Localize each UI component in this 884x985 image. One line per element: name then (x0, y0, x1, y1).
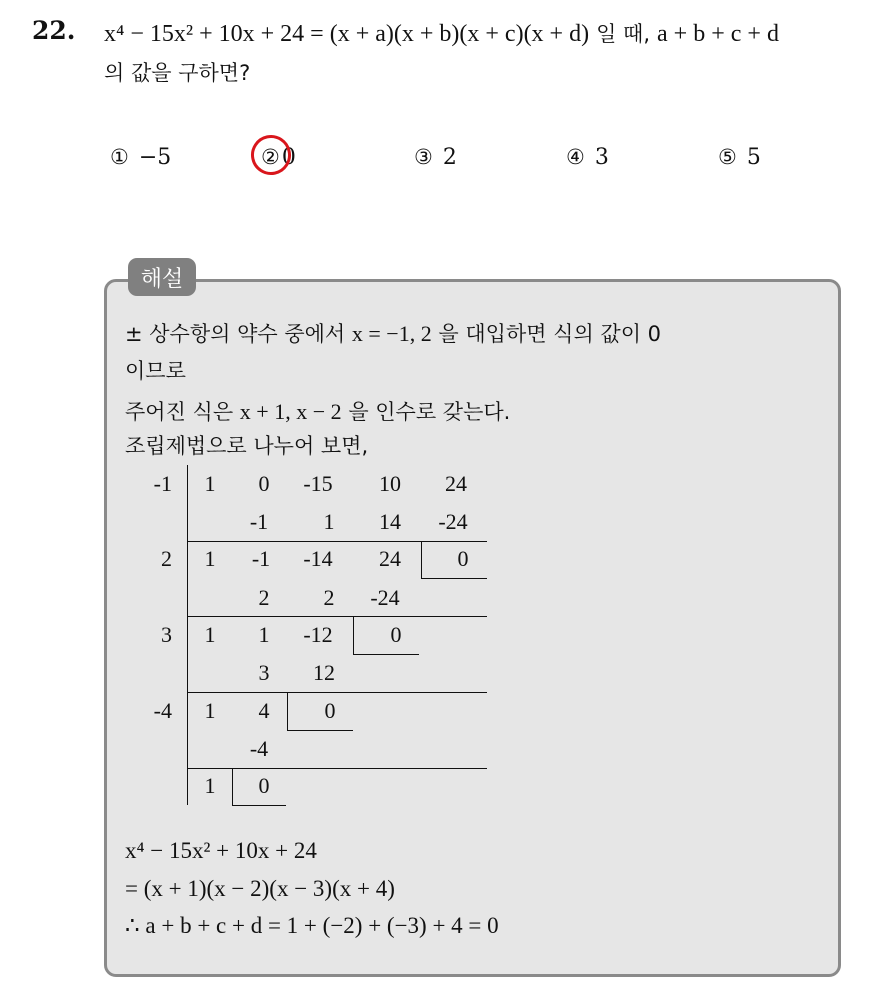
remainder-cell: 0 (324, 698, 336, 723)
table-cell: -1 (249, 509, 269, 534)
solution-line-1 (125, 318, 661, 348)
table-cell: 24 (379, 546, 401, 571)
question-text-2: 의 값을 구하면? (104, 61, 251, 85)
remainder-box-bottom (421, 578, 487, 579)
choice-1-value: −5 (138, 145, 172, 170)
solution-line-4 (125, 430, 368, 460)
table-cell: 24 (445, 471, 467, 496)
divisor-2: 2 (161, 546, 172, 571)
table-rule (187, 541, 487, 542)
solution-line-2 (125, 355, 186, 385)
remainder-box-side (287, 692, 288, 730)
remainder-box-side (421, 541, 422, 578)
divisor-1: -1 (153, 471, 172, 496)
table-vertical-rule (187, 465, 188, 805)
remainder-box-bottom (232, 805, 286, 806)
answer-expression: ∴ a + b + c + d = 1 + (−2) + (−3) + 4 = 0 (125, 913, 499, 938)
choice-1-mark: ① (110, 145, 129, 169)
table-cell: 3 (258, 660, 270, 685)
table-cell: -24 (370, 585, 400, 610)
table-cell: -15 (303, 471, 333, 496)
remainder-cell: 0 (258, 773, 270, 798)
solution-math-1: x = −1, 2 (351, 321, 432, 346)
table-cell: -4 (249, 736, 269, 761)
choice-4[interactable] (566, 145, 609, 170)
table-cell: 1 (204, 622, 216, 647)
table-cell: 1 (258, 622, 270, 647)
question-text-1: 일 때, (596, 22, 651, 46)
solution-math-3: x + 1, x − 2 (239, 399, 342, 424)
remainder-box-side (232, 768, 233, 805)
solution-text-3a: 주어진 식은 (125, 400, 234, 424)
table-cell: -1 (251, 546, 271, 571)
divisor-4: -4 (153, 698, 172, 723)
choice-3-mark: ③ (414, 145, 433, 169)
solution-line-3 (125, 396, 510, 426)
question-equation: x⁴ − 15x² + 10x + 24 = (x + a)(x + b)(x + c)(x + d) (104, 21, 590, 47)
table-cell: 1 (204, 471, 216, 496)
choice-5-mark: ⑤ (718, 145, 737, 169)
remainder-cell: 0 (457, 546, 469, 571)
choice-5[interactable] (718, 145, 761, 170)
table-cell: -14 (303, 546, 333, 571)
question-line-2 (104, 57, 250, 87)
choice-4-value: 3 (594, 145, 609, 170)
question-line-1 (104, 18, 779, 48)
table-cell: 2 (258, 585, 270, 610)
remainder-box-bottom (287, 730, 353, 731)
table-cell: 1 (204, 698, 216, 723)
factored-expression: = (x + 1)(x − 2)(x − 3)(x + 4) (125, 876, 395, 901)
choice-5-value: 5 (746, 145, 761, 170)
solution-text-4: 조립제법으로 나누어 보면, (125, 434, 369, 458)
divisor-3: 3 (161, 622, 172, 647)
table-cell: 1 (204, 773, 216, 798)
selected-answer-circle (247, 131, 294, 178)
choice-2-mark: ② (261, 145, 280, 169)
choice-3[interactable] (414, 145, 457, 170)
table-rule (187, 616, 487, 617)
choice-4-mark: ④ (566, 145, 585, 169)
question-sum-expression: a + b + c + d (657, 21, 779, 47)
solution-text-3c: 을 인수로 갖는다. (348, 400, 511, 424)
table-cell: 14 (379, 509, 401, 534)
choice-3-value: 2 (442, 145, 457, 170)
table-cell: 1 (204, 546, 216, 571)
table-cell: -12 (303, 622, 333, 647)
final-expression: x⁴ − 15x² + 10x + 24 (125, 838, 317, 863)
table-cell: 10 (379, 471, 401, 496)
table-cell: 4 (258, 698, 270, 723)
table-cell: 2 (323, 585, 335, 610)
solution-text-1c: 을 대입하면 식의 값이 0 (438, 322, 662, 346)
table-cell: 1 (323, 509, 335, 534)
solution-text-1a: ± 상수항의 약수 중에서 (125, 322, 346, 346)
remainder-box-side (353, 616, 354, 654)
choice-1[interactable] (110, 145, 171, 170)
solution-text-2: 이므로 (125, 359, 186, 383)
table-rule (187, 692, 487, 693)
question-number: 22. (32, 16, 76, 45)
remainder-cell: 0 (390, 622, 402, 647)
remainder-box-bottom (353, 654, 419, 655)
table-cell: 0 (258, 471, 270, 496)
table-cell: -24 (438, 509, 468, 534)
solution-tab: 해설 (128, 258, 196, 296)
choice-2-value: 0 (281, 145, 296, 170)
table-cell: 12 (313, 660, 335, 685)
